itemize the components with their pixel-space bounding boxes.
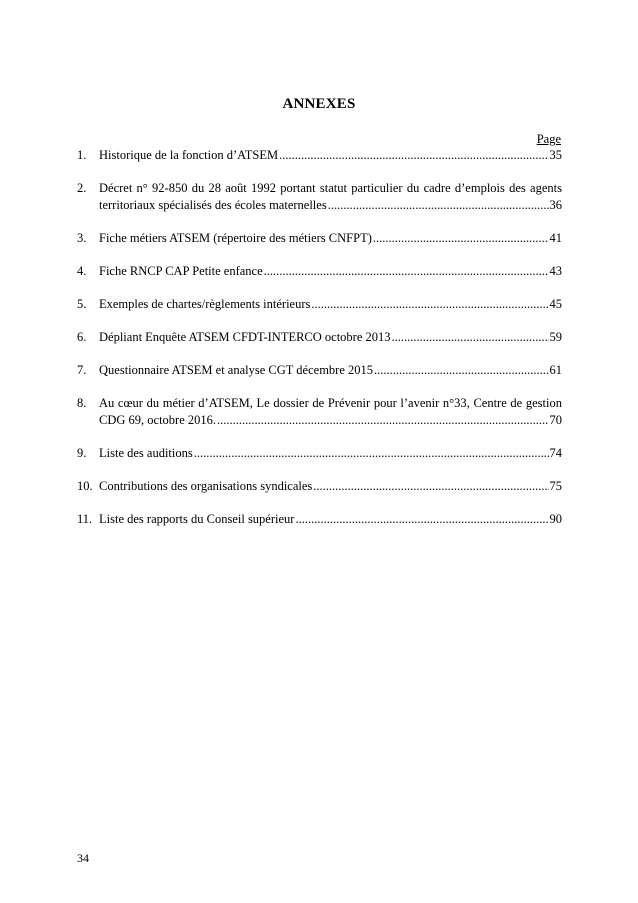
toc-entry-number: 2. xyxy=(77,181,87,195)
toc-entry-page: 45 xyxy=(549,297,562,311)
toc-entry-number: 1. xyxy=(77,148,87,162)
toc-entry-title: Liste des auditions xyxy=(99,446,193,460)
toc-entry[interactable] xyxy=(77,511,562,528)
toc-entry-leader-line xyxy=(99,511,562,528)
dot-leader xyxy=(217,412,549,429)
toc-entry-number: 5. xyxy=(77,297,87,311)
toc-entry-page: 70 xyxy=(549,413,562,427)
toc-entry-page: 90 xyxy=(549,512,562,526)
toc-entry-number: 11. xyxy=(77,512,93,526)
toc-entry[interactable] xyxy=(77,395,562,429)
toc-entry-leader-line xyxy=(99,362,562,379)
dot-leader xyxy=(373,230,549,247)
dot-leader xyxy=(313,478,548,495)
toc-entry-title: Contributions des organisations syndicales xyxy=(99,479,313,493)
toc-entry-body xyxy=(99,362,562,379)
toc-entry[interactable] xyxy=(77,478,562,495)
toc-entry-title: Questionnaire ATSEM et analyse CGT décembre 2015 xyxy=(99,363,374,377)
toc-entry[interactable] xyxy=(77,296,562,313)
toc-entry-body xyxy=(99,445,562,462)
toc-entry-body xyxy=(99,329,562,346)
toc-entry[interactable] xyxy=(77,362,562,379)
toc-entry-number: 6. xyxy=(77,330,87,344)
toc-entry[interactable] xyxy=(77,263,562,280)
toc-entry-leader-line xyxy=(99,147,562,164)
toc-entry-title: CDG 69, octobre 2016. xyxy=(99,413,216,427)
page-number: 34 xyxy=(77,851,89,865)
toc-entry[interactable] xyxy=(77,230,562,247)
toc-entry-title: Exemples de chartes/règlements intérieurs xyxy=(99,297,311,311)
dot-leader xyxy=(311,296,548,313)
toc-entry-leader-line xyxy=(99,445,562,462)
toc-entry-page: 35 xyxy=(549,148,562,162)
toc-entry-page: 74 xyxy=(549,446,562,460)
toc-entry-body xyxy=(99,180,562,214)
toc-entry[interactable] xyxy=(77,147,562,164)
toc-entry-number: 4. xyxy=(77,264,87,278)
dot-leader xyxy=(295,511,548,528)
toc-entry-number: 3. xyxy=(77,231,87,245)
toc-entry-title: Liste des rapports du Conseil supérieur xyxy=(99,512,295,526)
toc-entry-body xyxy=(99,478,562,495)
toc-entry-leader-line xyxy=(99,296,562,313)
toc-entry[interactable] xyxy=(77,180,562,214)
page-title: ANNEXES xyxy=(282,96,356,112)
toc-entry-page: 41 xyxy=(549,231,562,245)
toc-entry-leader-line xyxy=(99,412,562,429)
table-of-contents xyxy=(77,147,562,544)
toc-entry-number: 9. xyxy=(77,446,87,460)
toc-entry-page: 43 xyxy=(549,264,562,278)
toc-entry-title: Historique de la fonction d’ATSEM xyxy=(99,148,279,162)
toc-entry-body xyxy=(99,296,562,313)
toc-entry-title-line: Décret n° 92-850 du 28 août 1992 portant statut particulier du cadre d’emplois des agents xyxy=(99,181,562,195)
toc-entry-title-line: Au cœur du métier d’ATSEM, Le dossier de Prévenir pour l’avenir n°33, Centre de gestion xyxy=(99,396,562,410)
toc-entry-leader-line xyxy=(99,329,562,346)
dot-leader xyxy=(279,147,548,164)
toc-entry-number: 10. xyxy=(77,479,93,493)
toc-entry-leader-line xyxy=(99,263,562,280)
toc-entry[interactable] xyxy=(77,329,562,346)
toc-entry-leader-line xyxy=(99,230,562,247)
toc-entry-body xyxy=(99,147,562,164)
toc-entry-title: Dépliant Enquête ATSEM CFDT-INTERCO octobre 2013 xyxy=(99,330,391,344)
dot-leader xyxy=(392,329,549,346)
dot-leader xyxy=(194,445,549,462)
toc-entry-body xyxy=(99,511,562,528)
toc-entry-number: 7. xyxy=(77,363,87,377)
toc-entry-page: 75 xyxy=(549,479,562,493)
toc-entry-body xyxy=(99,263,562,280)
toc-entry-leader-line xyxy=(99,197,562,214)
toc-entry-page: 61 xyxy=(549,363,562,377)
toc-entry-leader-line xyxy=(99,478,562,495)
toc-entry-number: 8. xyxy=(77,396,87,410)
dot-leader xyxy=(374,362,548,379)
toc-entry-title: territoriaux spécialisés des écoles maternelles xyxy=(99,198,327,212)
dot-leader xyxy=(328,197,549,214)
toc-entry[interactable] xyxy=(77,445,562,462)
toc-entry-body xyxy=(99,230,562,247)
page-column-header: Page xyxy=(536,132,561,146)
toc-entry-page: 36 xyxy=(549,198,562,212)
toc-entry-title: Fiche métiers ATSEM (répertoire des métiers CNFPT) xyxy=(99,231,372,245)
dot-leader xyxy=(264,263,549,280)
toc-entry-body xyxy=(99,395,562,429)
toc-entry-title: Fiche RNCP CAP Petite enfance xyxy=(99,264,263,278)
toc-entry-page: 59 xyxy=(549,330,562,344)
